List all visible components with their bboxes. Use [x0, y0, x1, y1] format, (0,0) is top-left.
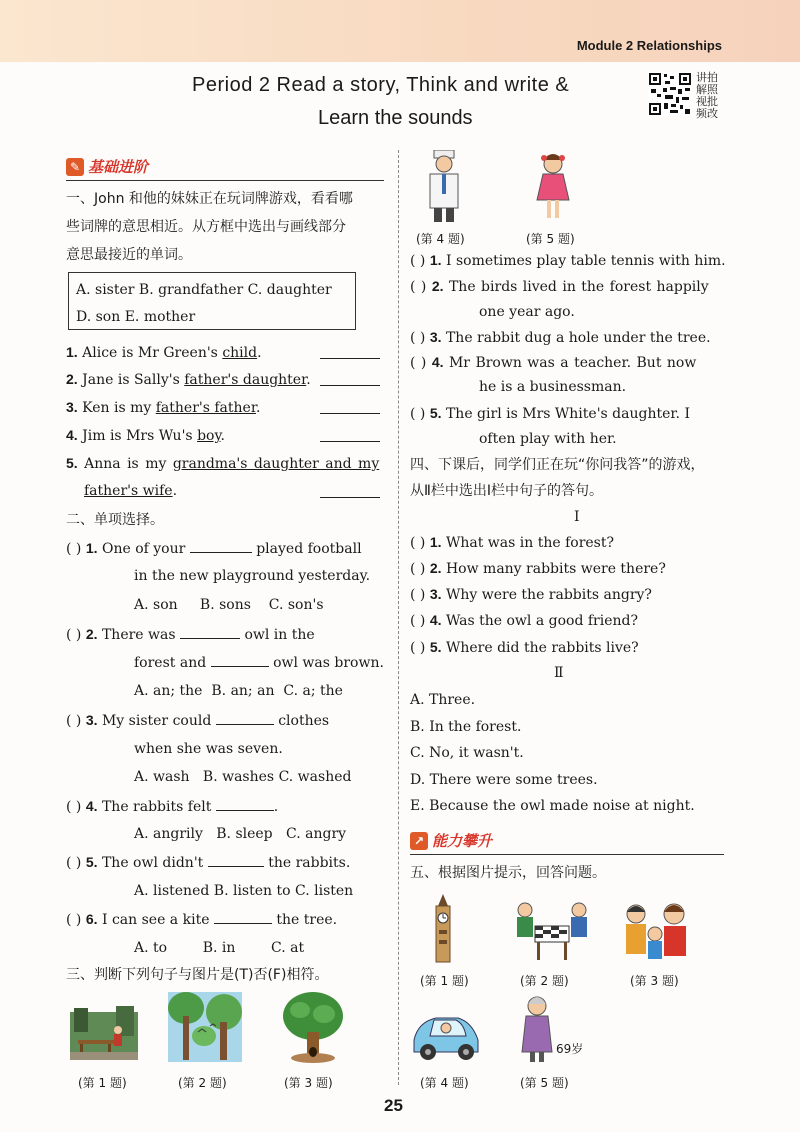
- part1-item-3: 3. Ken is my father's father.: [66, 399, 261, 416]
- qr-code-icon[interactable]: [648, 72, 692, 116]
- answer-option-b: B. In the forest.: [410, 719, 522, 735]
- clock-tower-picture: [428, 894, 458, 966]
- boy-on-bench-picture: [70, 1006, 138, 1060]
- part2-q3-cont: when she was seven.: [134, 741, 283, 757]
- part1-item-4: 4. Jim is Mrs Wu's boy.: [66, 427, 225, 444]
- blank[interactable]: [216, 711, 274, 725]
- part3-item-2: ( ) 2. The birds lived in the forest happily: [410, 278, 709, 295]
- word-box-line1: A. sister B. grandfather C. daughter: [76, 282, 332, 298]
- part2-intro: 二、单项选择。: [66, 512, 164, 528]
- part2-q4: ( ) 4. The rabbits felt .: [66, 798, 279, 815]
- column-one-label: I: [574, 509, 580, 525]
- part3-intro: 三、判断下列句子与图片是(T)否(F)相符。: [66, 967, 329, 983]
- part4-item-3: ( ) 3. Why were the rabbits angry?: [410, 586, 652, 603]
- column-divider: [398, 150, 399, 1085]
- part2-q2: ( ) 2. There was owl in the: [66, 626, 315, 643]
- part4-item-1: ( ) 1. What was in the forest?: [410, 534, 614, 551]
- age-label: 69岁: [556, 1042, 584, 1056]
- part2-q1-cont: in the new playground yesterday.: [134, 568, 371, 584]
- blank[interactable]: [208, 853, 264, 867]
- part2-q1-options: A. son B. sons C. son's: [134, 597, 324, 613]
- blank[interactable]: [214, 910, 272, 924]
- part3-caption-4: (第 4 题): [416, 232, 465, 246]
- part5-caption-2: (第 2 题): [520, 974, 569, 988]
- section-basic-label: 基础进阶: [88, 158, 149, 176]
- answer-blank-4[interactable]: [320, 441, 380, 442]
- part1-item-5: 5. Anna is my grandma's daughter and my: [66, 455, 380, 472]
- part3-caption-3: (第 3 题): [284, 1076, 333, 1090]
- blank[interactable]: [216, 797, 274, 811]
- section-underline: [66, 180, 384, 181]
- answer-blank-2[interactable]: [320, 385, 380, 386]
- section-ability-label: 能力攀升: [432, 832, 493, 850]
- blank[interactable]: [211, 653, 269, 667]
- part4-item-2: ( ) 2. How many rabbits were there?: [410, 560, 666, 577]
- part2-q3: ( ) 3. My sister could clothes: [66, 712, 330, 729]
- part3-caption-5: (第 5 题): [526, 232, 575, 246]
- part3-item-5: ( ) 5. The girl is Mrs White's daughter. I: [410, 405, 690, 422]
- blank[interactable]: [180, 625, 240, 639]
- part3-caption-2: (第 2 题): [178, 1076, 227, 1090]
- part1-intro-line1: 一、John 和他的妹妹正在玩词牌游戏，看看哪: [66, 191, 353, 207]
- pen-icon: ✎: [66, 158, 84, 176]
- part3-item-4-cont: he is a businessman.: [479, 379, 627, 395]
- part2-q2-options: A. an; the B. an; an C. a; the: [134, 683, 343, 699]
- part2-q2-cont: forest and owl was brown.: [134, 655, 384, 671]
- answer-blank-3[interactable]: [320, 413, 380, 414]
- answer-blank-1[interactable]: [320, 358, 380, 359]
- climb-icon: ↗: [410, 832, 428, 850]
- part4-item-5: ( ) 5. Where did the rabbits live?: [410, 639, 639, 656]
- tree-rabbit-hole-picture: [280, 992, 346, 1064]
- section-ability-header: [410, 830, 492, 851]
- part3-item-3: ( ) 3. The rabbit dug a hole under the tree.: [410, 329, 711, 346]
- page-subtitle: Learn the sounds: [318, 107, 473, 129]
- part3-item-1: ( ) 1. I sometimes play table tennis with him.: [410, 252, 726, 269]
- part4-intro-line1: 四、下课后，同学们正在玩“你问我答”的游戏，: [410, 457, 705, 473]
- part4-item-4: ( ) 4. Was the owl a good friend?: [410, 612, 638, 629]
- grandma-picture: [520, 994, 554, 1064]
- word-box-line2: D. son E. mother: [76, 309, 196, 325]
- part5-caption-4: (第 4 题): [420, 1076, 469, 1090]
- part3-item-5-cont: often play with her.: [479, 431, 617, 447]
- answer-blank-5[interactable]: [320, 497, 380, 498]
- family-picture: [620, 900, 696, 962]
- part3-item-2-cont: one year ago.: [479, 304, 575, 320]
- part2-q5-options: A. listened B. listen to C. listen: [134, 883, 354, 899]
- part5-caption-5: (第 5 题): [520, 1076, 569, 1090]
- car-driver-picture: [410, 1006, 484, 1062]
- chess-players-picture: [513, 900, 591, 962]
- module-label: Module 2 Relationships: [576, 38, 722, 53]
- forest-birds-picture: [168, 992, 242, 1062]
- blank[interactable]: [190, 539, 252, 553]
- column-two-label: Ⅱ: [554, 665, 564, 681]
- girl-picture: [535, 152, 571, 222]
- part2-q6: ( ) 6. I can see a kite the tree.: [66, 911, 338, 928]
- section-underline: [410, 854, 724, 855]
- part1-intro-line2: 些词牌的意思相近。从方框中选出与画线部分: [66, 219, 346, 235]
- answer-option-e: E. Because the owl made noise at night.: [410, 798, 695, 814]
- answer-option-a: A. Three.: [410, 692, 476, 708]
- part2-q3-options: A. wash B. washes C. washed: [134, 769, 352, 785]
- page-number: 25: [384, 1096, 403, 1115]
- qr-label: 讲拍解照视批频改: [696, 71, 718, 120]
- section-basic-header: [66, 156, 148, 177]
- part3-caption-1: (第 1 题): [78, 1076, 127, 1090]
- part5-caption-3: (第 3 题): [630, 974, 679, 988]
- part5-caption-1: (第 1 题): [420, 974, 469, 988]
- part1-item-2: 2. Jane is Sally's father's daughter.: [66, 371, 311, 388]
- doctor-picture: [424, 150, 464, 226]
- part3-item-4: ( ) 4. Mr Brown was a teacher. But now: [410, 354, 697, 371]
- part2-q5: ( ) 5. The owl didn't the rabbits.: [66, 854, 351, 871]
- part1-intro-line3: 意思最接近的单词。: [66, 247, 192, 263]
- part1-item-5-cont: father's wife.: [84, 483, 178, 499]
- part5-intro: 五、根据图片提示，回答问题。: [410, 865, 606, 881]
- part2-q1: ( ) 1. One of your played football: [66, 540, 362, 557]
- part2-q4-options: A. angrily B. sleep C. angry: [134, 826, 347, 842]
- part1-item-1: 1. Alice is Mr Green's child.: [66, 344, 262, 361]
- answer-option-d: D. There were some trees.: [410, 772, 598, 788]
- part2-q6-options: A. to B. in C. at: [134, 940, 305, 956]
- page-title: Period 2 Read a story, Think and write &: [192, 74, 570, 96]
- answer-option-c: C. No, it wasn't.: [410, 745, 524, 761]
- part4-intro-line2: 从Ⅱ栏中选出Ⅰ栏中句子的答句。: [410, 483, 604, 499]
